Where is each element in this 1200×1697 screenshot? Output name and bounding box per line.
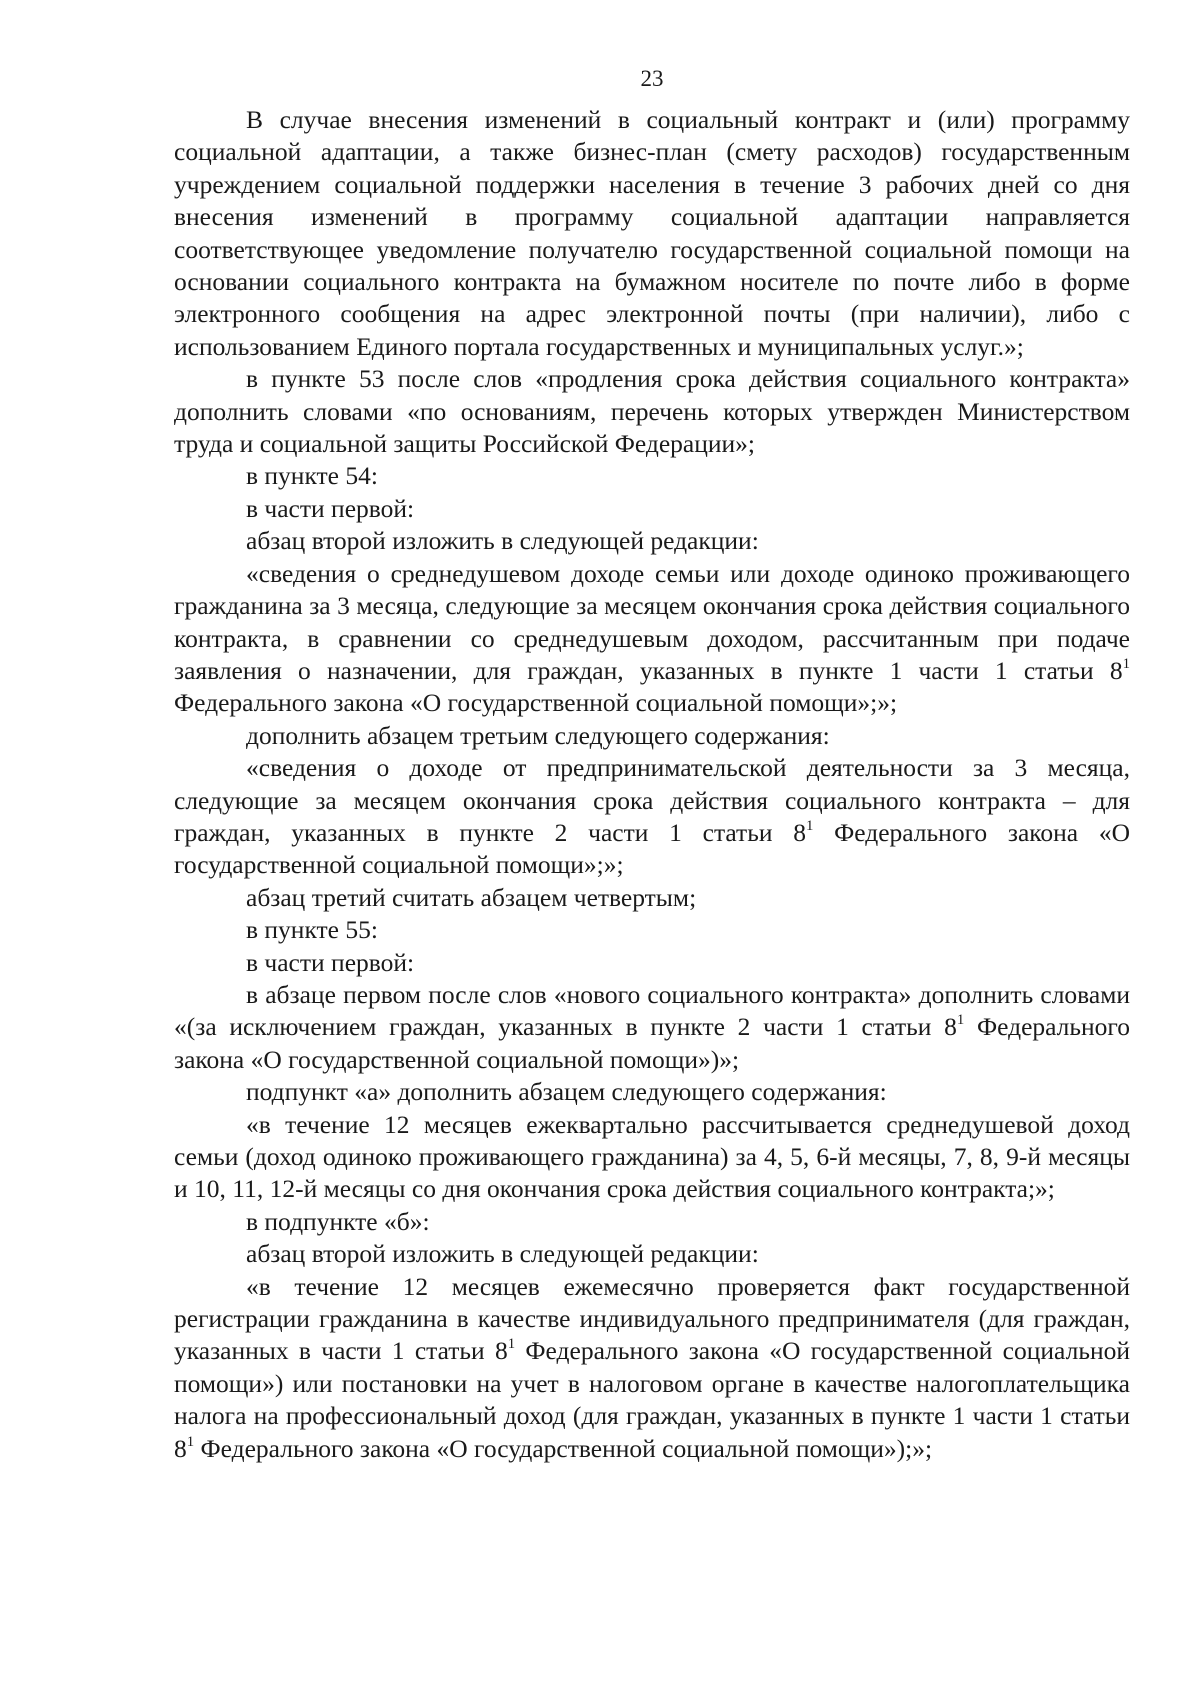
paragraph	[174, 1076, 1130, 1108]
superscript: 1	[956, 1012, 965, 1029]
paragraph-text: «сведения о доходе от предпринимательской деятельности за 3 месяца, следующие за месяцем окончания срока действия социального контракта – для граждан, указанных в пункте 2 части 1 статьи 8	[174, 753, 1130, 847]
paragraph	[174, 460, 1130, 492]
superscript: 1	[186, 1433, 195, 1450]
paragraph-text: в части первой:	[246, 947, 415, 977]
paragraph	[174, 493, 1130, 525]
paragraph	[174, 720, 1130, 752]
paragraph-text: Федерального закона «О государственной социальной помощи»)»;	[174, 1012, 1130, 1074]
paragraph-text: в части первой:	[246, 493, 415, 523]
superscript: 1	[1122, 655, 1130, 672]
paragraph-text: «в течение 12 месяцев ежемесячно проверяется факт государственной регистрации гражданина в качестве индивидуального предпринимателя (для граждан, указанных в части 1 статьи 8	[174, 1271, 1130, 1366]
paragraph-text: «сведения о среднедушевом доходе семьи или доходе одиноко проживающего гражданина за 3 месяца, следующие за месяцем окончания срока действия социального контракта, в сравнении со среднедушевым доходом, рассчитанным при подаче заявления о назначении, для граждан, указанных в пункте 1 части 1 статьи 8	[174, 558, 1130, 685]
paragraph-text: Федерального закона «О государственной социальной помощи»;»;	[174, 817, 1130, 880]
paragraph-text: в абзаце первом после слов «нового социального контракта» дополнить словами «(за исключением граждан, указанных в пункте 2 части 1 статьи 8	[174, 979, 1130, 1042]
paragraph	[174, 979, 1130, 1076]
paragraph	[174, 882, 1130, 914]
paragraph-text: абзац второй изложить в следующей редакции:	[246, 1239, 759, 1269]
paragraph	[174, 752, 1130, 882]
paragraph	[174, 525, 1130, 557]
paragraph	[174, 1238, 1130, 1270]
paragraph-text: дополнить абзацем третьим следующего содержания:	[246, 720, 830, 750]
paragraph	[174, 1206, 1130, 1238]
paragraph-text: Федерального закона «О государственной социальной помощи»);»;	[194, 1433, 933, 1463]
superscript: 1	[805, 817, 814, 834]
page-number: 23	[640, 66, 664, 91]
paragraph-text: в пункте 53 после слов «продления срока действия социального контракта» дополнить словами «по основаниям, перечень которых утвержден Министерством труда и социальной защиты Российской Федерации»;	[174, 364, 1130, 459]
paragraph-text: в подпункте «б»:	[246, 1206, 430, 1236]
paragraph	[174, 363, 1130, 460]
paragraph-text: абзац третий считать абзацем четвертым;	[246, 882, 697, 912]
paragraph-text: подпункт «а» дополнить абзацем следующего содержания:	[246, 1077, 887, 1107]
paragraph-text: в пункте 55:	[246, 915, 378, 945]
paragraph-text: в пункте 54:	[246, 461, 378, 491]
paragraph-text: Федерального закона «О государственной социальной помощи»;»;	[174, 688, 898, 718]
document-body	[174, 104, 1130, 1465]
superscript: 1	[507, 1336, 516, 1353]
paragraph-text: Федерального закона «О государственной социальной помощи») или постановки на учет в налоговом органе в качестве налогоплательщика налога на профессиональный доход (для граждан, указанных в пункте 1 части 1 статьи 8	[174, 1336, 1130, 1463]
paragraph-text: абзац второй изложить в следующей редакции:	[246, 526, 759, 556]
paragraph-text: «в течение 12 месяцев ежеквартально рассчитывается среднедушевой доход семьи (доход одиноко проживающего гражданина) за 4, 5, 6-й месяцы, 7, 8, 9-й месяцы и 10, 11, 12-й месяцы со дня окончания срока действия социального контракта;»;	[174, 1109, 1130, 1204]
paragraph	[174, 558, 1130, 720]
paragraph-text: В случае внесения изменений в социальный контракт и (или) программу социальной адаптации, а также бизнес-план (смету расходов) государственным учреждением социальной поддержки населения в течение 3 рабочих дней со дня внесения изменений в программу социальной адаптации направляется соответствующее уведомление получателю государственной социальной помощи на основании социального контракта на бумажном носителе по почте либо в форме электронного сообщения на адрес электронной почты (при наличии), либо с использованием Единого портала государственных и муниципальных услуг.»;	[174, 105, 1130, 361]
paragraph	[174, 1271, 1130, 1465]
paragraph	[174, 914, 1130, 946]
paragraph	[174, 1109, 1130, 1206]
paragraph	[174, 104, 1130, 363]
paragraph	[174, 947, 1130, 979]
document-page	[174, 64, 1130, 1465]
